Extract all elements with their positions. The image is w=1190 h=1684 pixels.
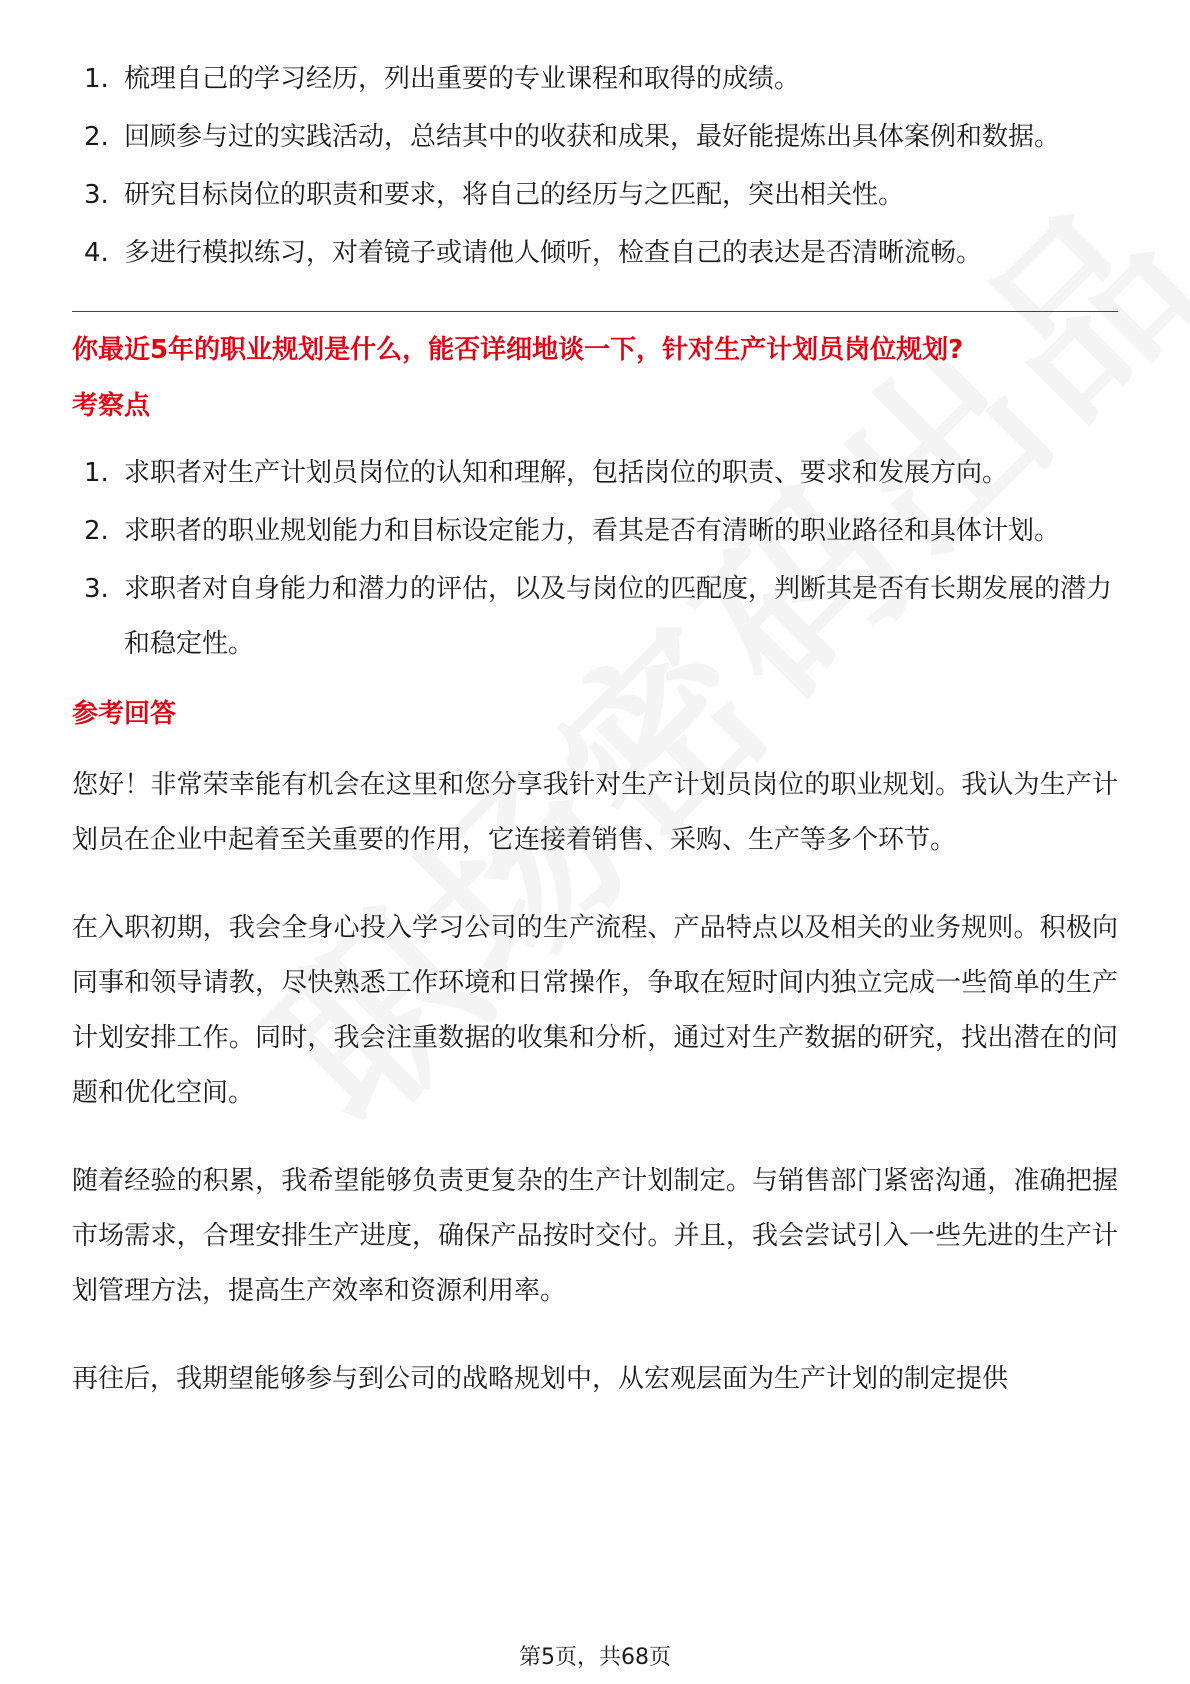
list-number: 2. [84, 122, 109, 152]
answer-paragraph: 在入职初期，我会全身心投入学习公司的生产流程、产品特点以及相关的业务规则。积极向同事和领导请教，尽快熟悉工作环境和日常操作，争取在短时间内独立完成一些简单的生产计划安排工作。同时，我会注重数据的收集和分析，通过对生产数据的研究，找出潜在的问题和优化空间。 [72, 913, 1118, 1108]
top-numbered-list [72, 52, 1118, 281]
list-item-text: 求职者对自身能力和潜力的评估，以及与岗位的匹配度，判断其是否有长期发展的潜力和稳定性。 [124, 574, 1113, 659]
answer-paragraph: 再往后，我期望能够参与到公司的战略规划中，从宏观层面为生产计划的制定提供 [72, 1364, 1009, 1394]
list-number: 1. [84, 458, 109, 488]
list-item-text: 多进行模拟练习，对着镜子或请他人倾听，检查自己的表达是否清晰流畅。 [124, 238, 983, 268]
list-item [72, 52, 1118, 107]
list-item [72, 504, 1118, 559]
list-item-text: 研究目标岗位的职责和要求，将自己的经历与之匹配，突出相关性。 [124, 180, 905, 210]
exam-points-list [72, 446, 1118, 672]
exam-points-heading: 考察点 [72, 391, 151, 421]
list-number: 1. [84, 64, 109, 94]
list-item [72, 562, 1118, 672]
list-number: 4. [84, 238, 109, 268]
list-number: 3. [84, 574, 109, 604]
section-divider [72, 311, 1118, 312]
answer-heading: 参考回答 [72, 699, 177, 729]
list-item [72, 168, 1118, 223]
list-item-text: 求职者对生产计划员岗位的认知和理解，包括岗位的职责、要求和发展方向。 [124, 458, 1009, 488]
list-item-text: 梳理自己的学习经历，列出重要的专业课程和取得的成绩。 [124, 64, 801, 94]
list-item-text: 求职者的职业规划能力和目标设定能力，看其是否有清晰的职业路径和具体计划。 [124, 516, 1061, 546]
list-item [72, 110, 1118, 165]
page-content [72, 52, 1118, 1440]
page-footer: 第5页，共68页 [519, 1645, 671, 1670]
list-item-text: 回顾参与过的实践活动，总结其中的收获和成果，最好能提炼出具体案例和数据。 [124, 122, 1061, 152]
list-number: 3. [84, 180, 109, 210]
list-item [72, 446, 1118, 501]
answer-paragraph: 随着经验的积累，我希望能够负责更复杂的生产计划制定。与销售部门紧密沟通，准确把握市场需求，合理安排生产进度，确保产品按时交付。并且，我会尝试引入一些先进的生产计划管理方法，提高生产效率和资源利用率。 [72, 1166, 1118, 1306]
answer-paragraph: 您好！非常荣幸能有机会在这里和您分享我针对生产计划员岗位的职业规划。我认为生产计划员在企业中起着至关重要的作用，它连接着销售、采购、生产等多个环节。 [72, 770, 1118, 855]
question-heading: 你最近5年的职业规划是什么，能否详细地谈一下，针对生产计划员岗位规划? [72, 335, 964, 365]
list-item [72, 226, 1118, 281]
list-number: 2. [84, 516, 109, 546]
